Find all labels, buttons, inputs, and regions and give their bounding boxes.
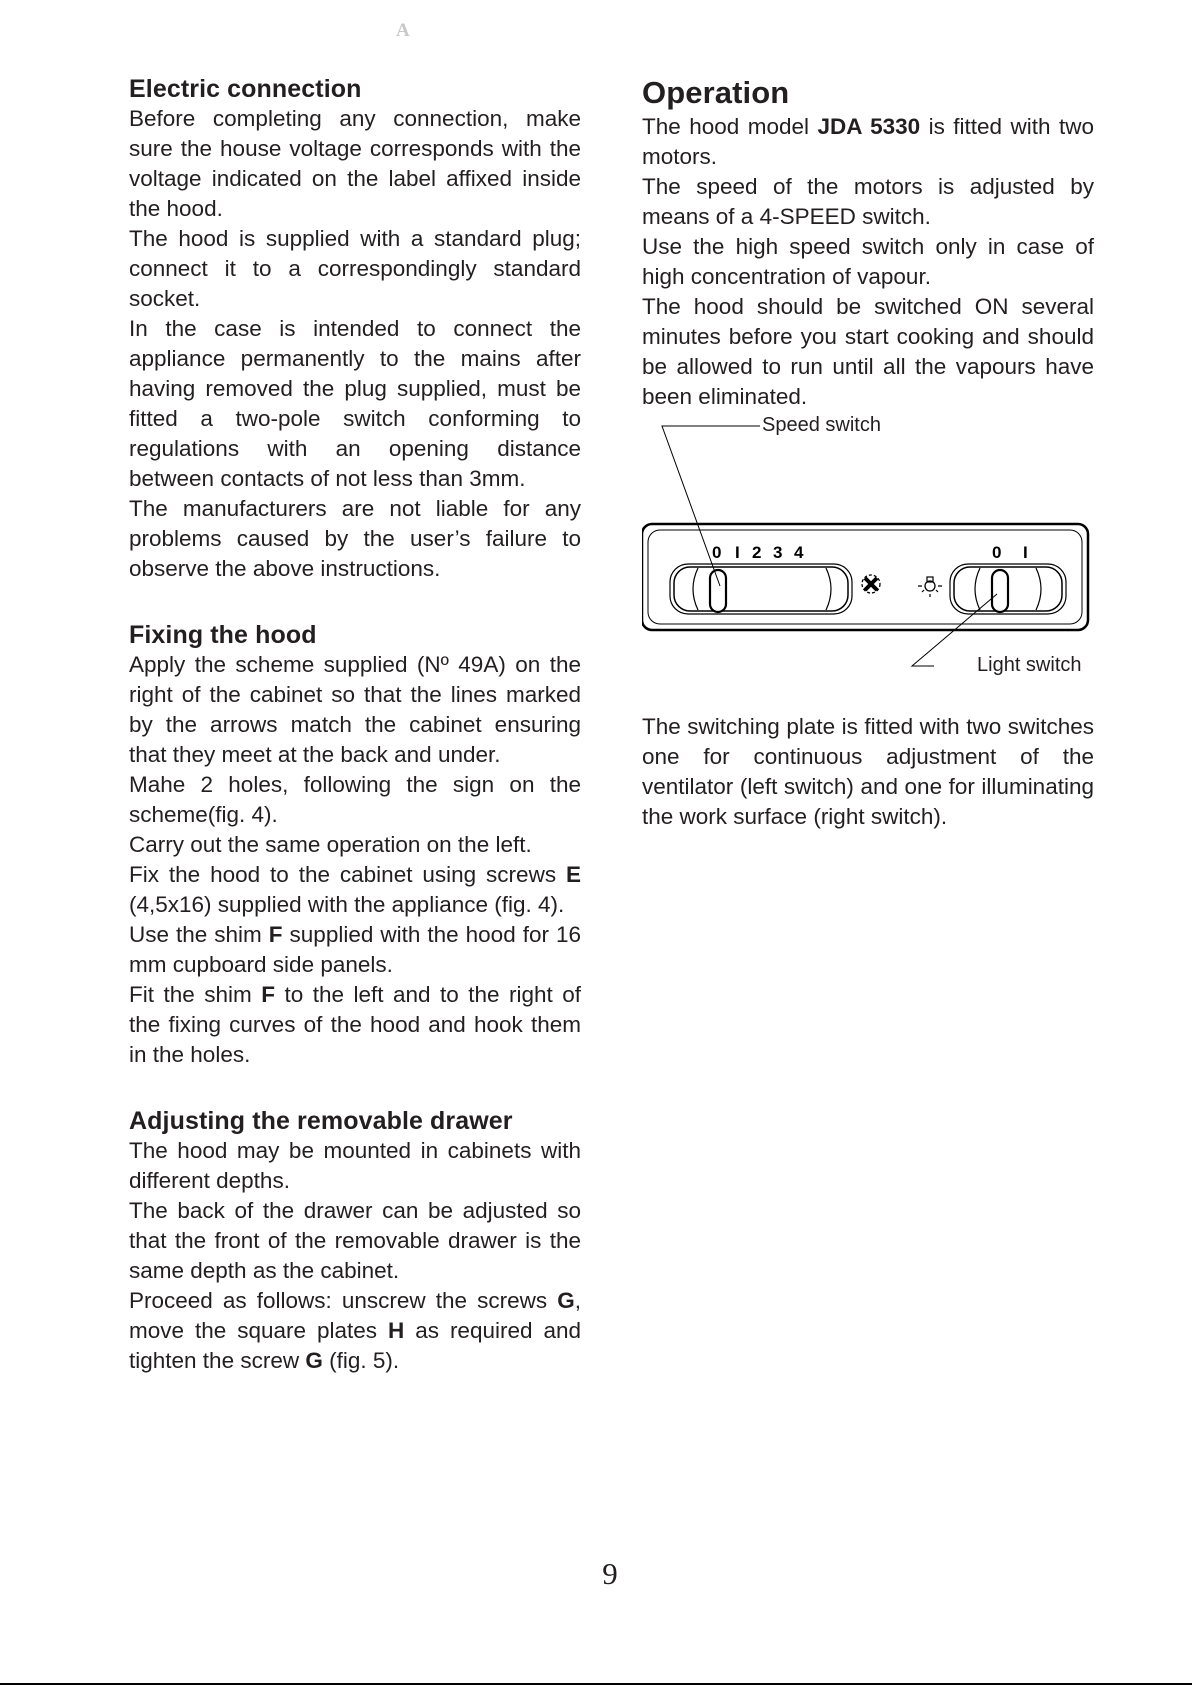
paragraph: Before completing any connection, make sure the house voltage corresponds with the voltage indicated on the label affixed inside the hood. [129,106,581,221]
section-fixing-the-hood [129,620,581,1070]
speed-position-label: 2 [752,543,762,562]
paragraph [129,1286,581,1376]
light-position-label: 0 [992,543,1002,562]
part-label-g: G [557,1288,575,1313]
left-column [129,74,581,1376]
speed-position-label: 3 [773,543,783,562]
model-number: JDA 5330 [817,114,921,139]
speed-position-label: 0 [712,543,722,562]
paragraph [129,860,581,920]
text: Use the shim [129,922,269,947]
paragraph: The manufacturers are not liable for any problems caused by the user’s failure to observe the above instructions. [129,496,581,581]
text: to the left and to the right of the fixing curves of the hood and hook them in the holes. [129,982,582,1067]
switch-panel-figure [642,416,1094,696]
text: supplied with the hood for 16 mm cupboard side panels. [129,922,581,977]
paragraph [642,112,1094,172]
text: is fitted with two motors. [642,114,1094,169]
part-label-h: H [388,1318,405,1343]
paragraph: Use the high speed switch only in case of high concentration of vapour. [642,234,1094,289]
speed-switch-label: Speed switch [762,414,881,436]
light-bulb-icon [918,577,942,597]
section-gap [129,1070,581,1106]
part-label-g: G [305,1348,323,1373]
section-title-operation: Operation [642,75,790,110]
paragraph: The back of the drawer can be adjusted so that the front of the removable drawer is the same depth as the cabinet. [129,1198,581,1283]
part-label-f: F [268,922,283,947]
section-electric-connection [129,74,581,584]
right-column [642,74,1094,832]
header-mark: A [396,20,410,41]
light-switch-knob [992,570,1008,612]
light-switch-label: Light switch [977,654,1082,676]
paragraph: Mahe 2 holes, following the sign on the scheme(fig. 4). [129,772,581,827]
part-label-e: E [565,862,581,887]
speed-switch-knob [710,570,726,612]
paragraph: Apply the scheme supplied (Nº 49A) on the right of the cabinet so that the lines marked by the arrows match the cabinet ensuring that they meet at the back and under. [129,652,581,767]
paragraph: The hood is supplied with a standard plug; connect it to a correspondingly standard socket. [129,226,581,311]
page-number: 9 [602,1556,618,1591]
text: (4,5x16) supplied with the appliance (fig. 4). [129,892,565,917]
paragraph: The hood should be switched ON several minutes before you start cooking and should be allowed to run until all the vapours have been eliminated. [642,294,1094,409]
speed-switch-leader [662,426,760,586]
light-position-label: I [1023,543,1028,562]
text: as required and tighten the screw [129,1318,582,1373]
paragraph [129,980,581,1070]
paragraph: Carry out the same operation on the left. [129,832,532,857]
speed-switch [670,564,852,614]
section-title-electric-connection: Electric connection [129,75,362,103]
light-switch [950,564,1066,614]
paragraph: In the case is intended to connect the appliance permanently to the mains after having removed the plug supplied, must be fitted a two-pole switch conforming to regulations with an opening distance between contacts of not less than 3mm. [129,316,581,491]
text: , move the square plates [129,1288,581,1343]
section-gap [129,584,581,620]
text: Fit the shim [129,982,262,1007]
text: Fix the hood to the cabinet using screws [129,862,566,887]
section-title-fixing-the-hood: Fixing the hood [129,621,317,649]
section-operation [642,74,1094,412]
paragraph: The speed of the motors is adjusted by means of a 4-SPEED switch. [642,174,1094,229]
text: Proceed as follows: unscrew the screws [129,1288,558,1313]
text: The hood model [642,114,818,139]
speed-position-label: 4 [794,543,804,562]
text: (fig. 5). [322,1348,400,1373]
paragraph: The hood may be mounted in cabinets with different depths. [129,1138,581,1193]
section-adjusting-drawer [129,1106,581,1376]
paragraph [129,920,581,980]
fan-icon [862,575,880,593]
part-label-f: F [261,982,275,1007]
section-title-adjusting-drawer: Adjusting the removable drawer [129,1107,513,1135]
speed-position-label: I [735,543,740,562]
switching-plate-description: The switching plate is fitted with two switches one for continuous adjustment of the ventilator (left switch) and one for illuminating the work surface (right switch). [642,714,1094,829]
